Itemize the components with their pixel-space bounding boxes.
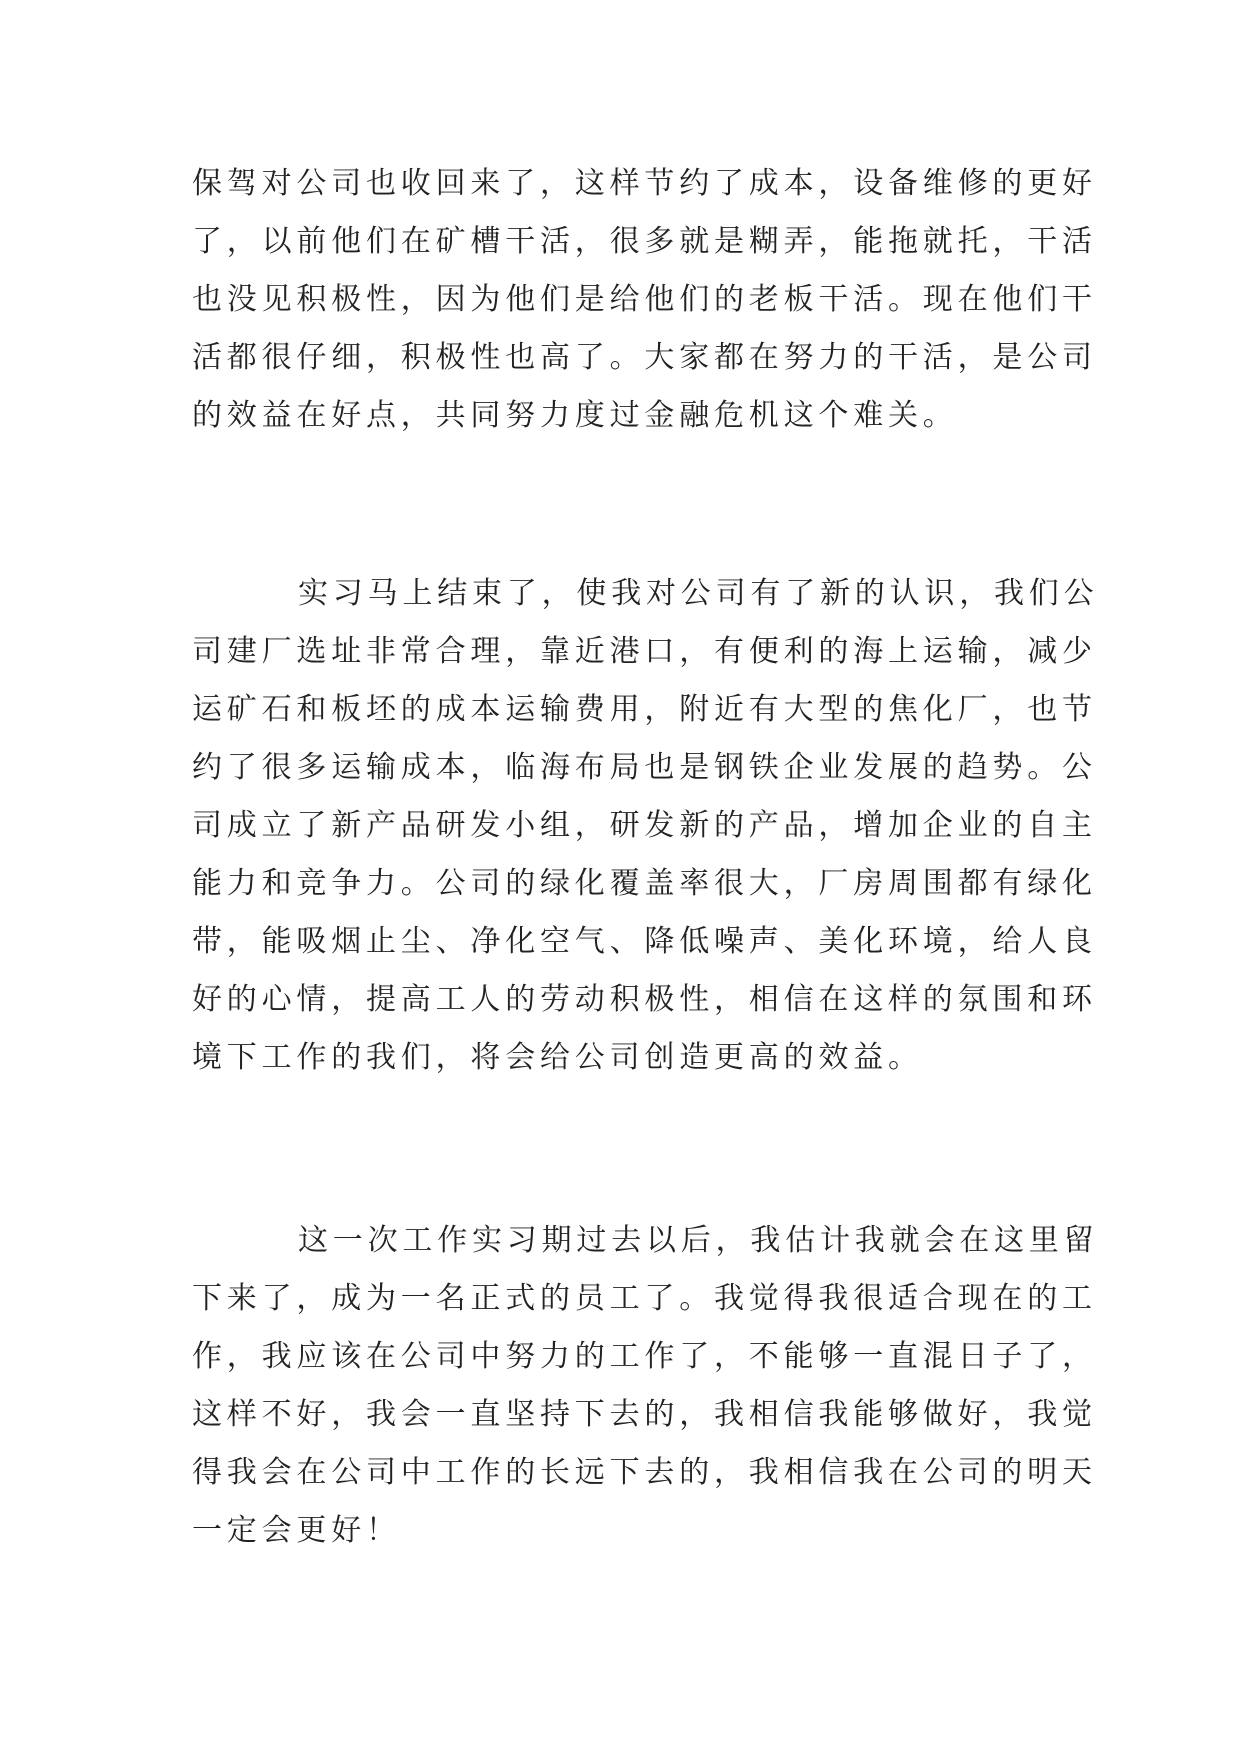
paragraph-line: 下来了，成为一名正式的员工了。我觉得我很适合现在的工 [192, 1281, 1097, 1316]
paragraph-line: 保驾对公司也收回来了，这样节约了成本，设备维修的更好 [192, 166, 1097, 201]
paragraph-line: 这一次工作实习期过去以后，我估计我就会在这里留 [298, 1223, 1099, 1258]
paragraph-line: 运矿石和板坯的成本运输费用，附近有大型的焦化厂，也节 [192, 692, 1097, 727]
paragraph-line: 得我会在公司中工作的长远下去的，我相信我在公司的明天 [192, 1455, 1097, 1490]
paragraph-line: 这样不好，我会一直坚持下去的，我相信我能够做好，我觉 [192, 1397, 1097, 1432]
paragraph-line: 了，以前他们在矿槽干活，很多就是糊弄，能拖就托，干活 [192, 224, 1097, 259]
paragraph-line: 好的心情，提高工人的劳动积极性，相信在这样的氛围和环 [192, 982, 1097, 1017]
paragraph-line: 作，我应该在公司中努力的工作了，不能够一直混日子了， [192, 1339, 1097, 1374]
paragraph-line: 也没见积极性，因为他们是给他们的老板干活。现在他们干 [192, 282, 1097, 317]
paragraph-line: 实习马上结束了，使我对公司有了新的认识，我们公 [298, 576, 1099, 611]
paragraph-line: 的效益在好点，共同努力度过金融危机这个难关。 [192, 398, 958, 433]
paragraph-line: 活都很仔细，积极性也高了。大家都在努力的干活，是公司 [192, 340, 1097, 375]
paragraph-3 [192, 1212, 1099, 1560]
paragraph-line: 境下工作的我们，将会给公司创造更高的效益。 [192, 1040, 923, 1075]
paragraph-line: 司成立了新产品研发小组，研发新的产品，增加企业的自主 [192, 808, 1097, 843]
paragraph-2 [192, 565, 1099, 1087]
paragraph-line: 带，能吸烟止尘、净化空气、降低噪声、美化环境，给人良 [192, 924, 1097, 959]
paragraph-1 [192, 155, 1097, 445]
paragraph-line: 一定会更好！ [192, 1513, 401, 1548]
paragraph-line: 能力和竞争力。公司的绿化覆盖率很大，厂房周围都有绿化 [192, 866, 1097, 901]
paragraph-line: 司建厂选址非常合理，靠近港口，有便利的海上运输，减少 [192, 634, 1097, 669]
paragraph-line: 约了很多运输成本，临海布局也是钢铁企业发展的趋势。公 [192, 750, 1097, 785]
